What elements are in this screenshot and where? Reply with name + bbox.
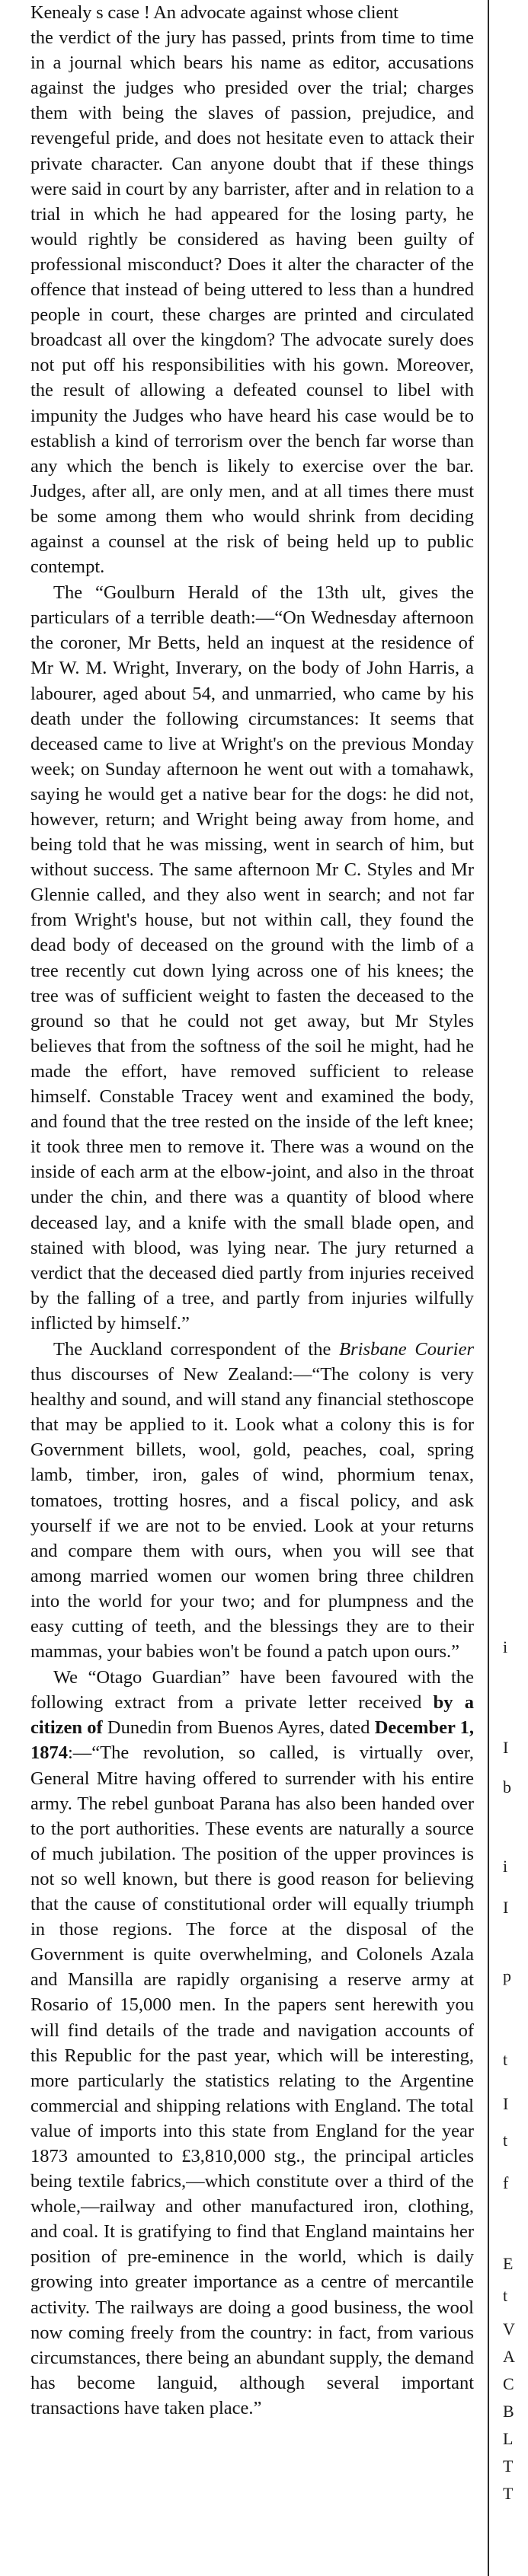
next-column-fragment: f (503, 2173, 509, 2192)
next-column-fragment: p (503, 1966, 511, 1985)
article-column (30, 0, 474, 2421)
paragraph-text-middle: Dunedin from Buenos Ayres, dated (102, 1717, 375, 1739)
next-column-fragment: C (503, 2374, 514, 2393)
next-column-fragment: A (503, 2347, 515, 2366)
paragraph-goulburn-herald: The “Goulburn Herald of the 13th ult, gives the particulars of a terrible death:—“On Wednesday afternoon the coroner, Mr Betts, held an inquest at the residence of Mr W. M. Wright, Inverary, on the body of John Harris, a labourer, aged about 54, and unmarried, who came by his death under the following circumstances: It seems that deceased came to live at Wright's on the previous Monday week; on Sunday afternoon he went out with a tomahawk, saying he would get a native bear for the dogs: he did not, however, return; and Wright being away from home, and being told that he was missing, went in search of him, but without success. The same afternoon Mr C. Styles and Mr Glennie called, and they also went in search; and not far from Wright's house, but not within call, they found the dead body of deceased on the ground with the limb of a tree recently cut down lying across one of his knees; the tree was of sufficient weight to fasten the deceased to the ground so that he could not get away, but Mr Styles believes that from the softness of the soil he might, had he made the effort, have removed sufficient to release himself. Constable Tracey went and examined the body, and found that the tree rested on the inside of the left knee; it took three men to remove it. There was a wound on the inside of each arm at the elbow-joint, and also in the throat under the chin, and there was a quantity of blood where deceased lay, and a knife with the small blade open, and stained with blood, was lying near. The jury returned a verdict that the deceased died partly from injuries received by the falling of a tree, and partly from injuries wilfully inflicted by himself.” (30, 582, 474, 1334)
paragraph-text-rest: :—“The revolution, so called, is virtually over, General Mitre having offered to surrender with his entire army. The rebel gunboat Parana has also been handed over to the port authorities. These events are naturally a source of much jubilation. The position of the upper provinces is not so well known, but there is good reason for believing that the cause of constitutional order will equally triumph in those regions. The force at the disposal of the Government is quite overwhelming, and Colonels Azala and Mansilla are rapidly organising a reserve army at Rosario of 15,000 men. In the papers sent herewith you will find details of the trade and navigation accounts of this Republic for the past year, which will be interesting, more particularly the statistics relating to the Argentine commercial and shipping relations with England. The total value of imports into this state from England for the year 1873 amounted to £3,810,000 stg., the principal articles being textile fabrics,—which constitute over a third of the whole,—railway and other manufactured iron, clothing, and coal. It is gratifying to find that England maintains her position of pre-eminence in the world, which is daily growing into greater importance as a centre of mercantile activity. The railways are doing a good business, the wool now coming freely from the country: in fact, from various circumstances, there being an abundant supply, the demand has become languid, although several important transactions have taken place.” (30, 1742, 474, 2418)
paragraph-kenealy-case: the verdict of the jury has passed, prints from time to time in a journal which bears his name as editor, accusations against the judges who presided over the trial; charges them with being the slaves of passion, prejudice, and revengeful pride, and does not hesitate even to attack their private character. Can anyone doubt that if these things were said in court by any barrister, after and in relation to a trial in which he had appeared for the losing party, he would rightly be considered as having been guilty of professional misconduct? Does it alter the character of the offence that instead of being uttered to less than a hundred people in court, these charges are printed and circulated broadcast all over the kingdom? The advocate surely does not put off his responsibilities with his gown. Moreover, the result of allowing a defeated counsel to libel with impunity the Judges who have heard his case would be to establish a kind of terrorism over the bench far worse than any which the bench is likely to exercise over the bar. Judges, after all, are only men, and at all times there must be some among them who would shrink from deciding against a counsel at the risk of being held up to public contempt. (30, 27, 474, 578)
next-column-fragment: T (503, 2456, 514, 2476)
next-column-fragment: i (503, 1637, 508, 1656)
paragraph-auckland-correspondent (30, 1337, 474, 1664)
next-column-fragment: E (503, 2254, 514, 2273)
next-column-fragment: t (503, 2286, 508, 2305)
next-column-fragment: L (503, 2429, 514, 2448)
next-column-fragment: I (503, 1738, 509, 1757)
next-column-fragment: t (503, 2131, 508, 2150)
paragraph-text-start: The Auckland correspondent of the (53, 1338, 340, 1360)
next-column-fragment: T (503, 2484, 514, 2503)
next-column-fragment: t (503, 2050, 508, 2069)
next-column-fragment: i (503, 1857, 508, 1876)
next-column-fragment: I (503, 2094, 509, 2113)
paragraph-otago-guardian (30, 1665, 474, 2421)
newspaper-title-italic: Brisbane Courier (339, 1338, 475, 1360)
column-divider-rule (488, 0, 489, 2576)
bold-phrase-citizen: by a citizen of (30, 1692, 474, 1739)
bold-date: December 1, 1874 (30, 1717, 474, 1764)
paragraph-text-rest: thus discourses of New Zealand:—“The colony is very healthy and sound, and will stand any financial stethoscope that may be applied to it. Look what a colony this is for Government billets, wool, gold, peaches, coal, spring lamb, timber, iron, gales of wind, phormium tenax, tomatoes, trotting hosres, and a fiscal policy, and ask yourself if we are not to be envied. Look at your returns and compare them with ours, when you will see that among married women our women bring three children into the world for your two; and for plumpness and the easy cutting of teeth, and the blessings they are to their mammas, your babies won't be found a patch upon ours.” (30, 1364, 474, 1663)
next-column-fragment: B (503, 2402, 514, 2421)
paragraph-text-start: We “Otago Guardian” have been favoured with the following extract from a private letter received (30, 1667, 474, 1714)
next-column-fragment: b (503, 1777, 511, 1797)
next-column-fragment: V (503, 2319, 515, 2338)
cut-off-header-line: Kenealy s case ! An advocate against whose client (30, 2, 398, 23)
next-column-fragment: I (503, 1898, 509, 1917)
